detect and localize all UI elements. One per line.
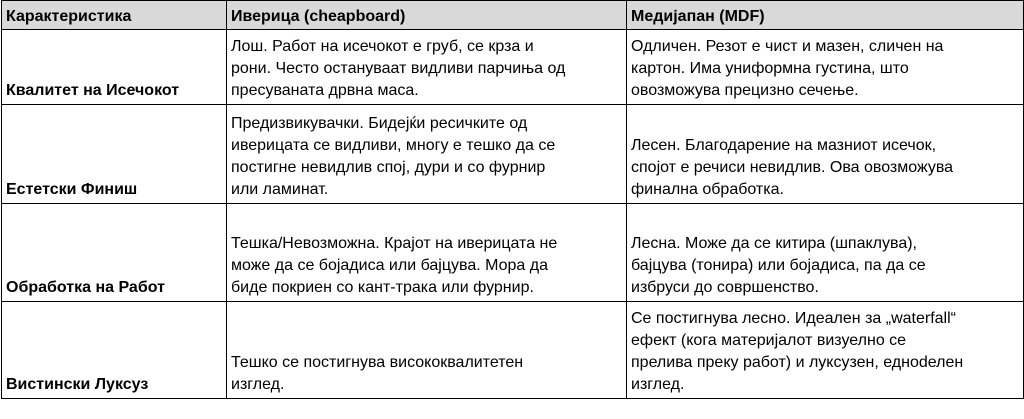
mdf-cell[interactable]: Одличен. Резот е чист и мазен, сличен на картон. Има униформна густина, што овозможува прецизно сечење. bbox=[627, 30, 1024, 105]
chipboard-cell[interactable]: Тешка/Невозможна. Крајот на иверицата не може да се бојадиса или бајцува. Мора да биде покриен со кант-трака или фурнир. bbox=[227, 204, 627, 302]
mdf-cell[interactable]: Лесна. Може да се китира (шпаклува), бајцува (тонира) или бојадиса, па да се избруси до совршенство. bbox=[627, 204, 1024, 302]
mdf-cell[interactable]: Лесен. Благодарение на мазниот исечок, спојот е речиси невидлив. Ова овозможува финална обработка. bbox=[627, 105, 1024, 204]
row-feature-cell[interactable]: Квалитет на Исечокот bbox=[2, 30, 227, 105]
chipboard-cell[interactable]: Тешко се постигнува висококвалитетен изглед. bbox=[227, 302, 627, 399]
table-row bbox=[2, 302, 1024, 399]
comparison-table bbox=[1, 0, 1024, 399]
header-feature[interactable]: Карактеристика bbox=[2, 1, 227, 30]
header-chipboard[interactable]: Иверица (cheapboard) bbox=[227, 1, 627, 30]
chipboard-cell[interactable]: Предизвикувачки. Бидејќи ресичките од иверицата се видливи, многу е тешко да се постигне невидлив спој, дури и со фурнир или ламинат. bbox=[227, 105, 627, 204]
mdf-cell[interactable]: Се постигнува лесно. Идеален за „waterfall“ ефект (кога материјалот визуелно се прелива преку работ) и луксузен, еднodелен изглед. bbox=[627, 302, 1024, 399]
row-feature-cell[interactable]: Обработка на Работ bbox=[2, 204, 227, 302]
table-row bbox=[2, 105, 1024, 204]
table-row bbox=[2, 30, 1024, 105]
header-row bbox=[2, 1, 1024, 30]
header-mdf[interactable]: Медијапан (MDF) bbox=[627, 1, 1024, 30]
table-row bbox=[2, 204, 1024, 302]
chipboard-cell[interactable]: Лош. Работ на исечокот е груб, се крза и рони. Често остануваат видливи парчиња од пресуваната дрвна маса. bbox=[227, 30, 627, 105]
row-feature-cell[interactable]: Естетски Финиш bbox=[2, 105, 227, 204]
row-feature-cell[interactable]: Вистински Луксуз bbox=[2, 302, 227, 399]
